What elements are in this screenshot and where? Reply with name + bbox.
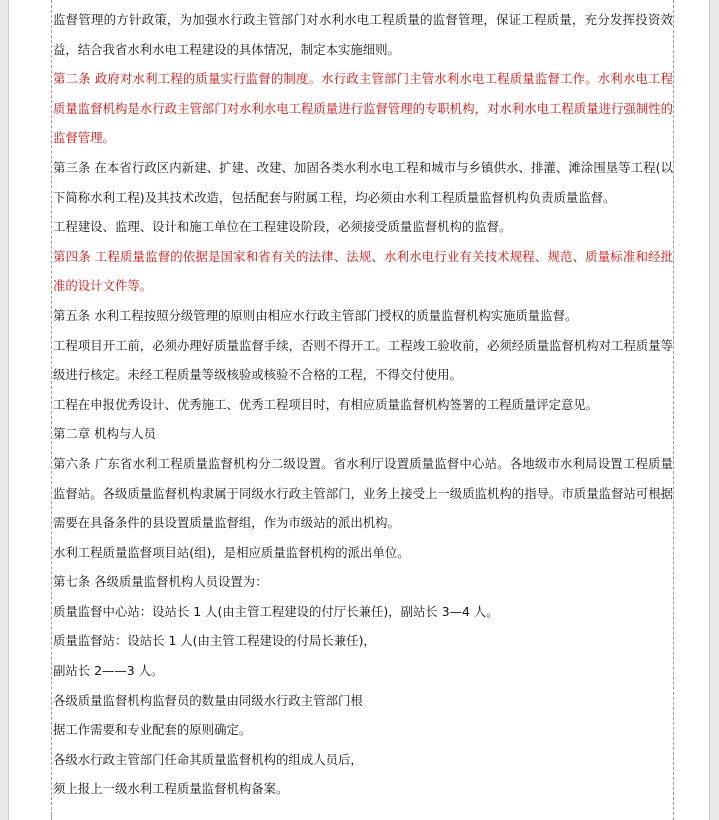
paragraph-article-2: 第二条 政府对水利工程的质量实行监督的制度。水行政主管部门主管水利水电工程质量监督工作。水利水电工程质量监督机构是水行政主管部门对水利水电工程质量进行监督管理的专职机构，对水利水电工程质量进行强制性的监督管理。	[53, 71, 673, 146]
paragraph: 工程建设、监理、设计和施工单位在工程建设阶段，必须接受质量监督机构的监督。	[53, 219, 512, 235]
paragraph: 各级质量监督机构监督员的数量由同级水行政主管部门根	[53, 692, 363, 708]
left-margin-guide	[51, 0, 52, 820]
paragraph: 监督管理的方针政策，为加强水行政主管部门对水利水电工程质量的监督管理，保证工程质量，充分发挥投资效益，结合我省水利水电工程建设的具体情况，制定本实施细则。	[53, 12, 673, 57]
paragraph: 质量监督站：设站长 1 人(由主管工程建设的付局长兼任)，	[53, 633, 376, 649]
corner-mark-bottom-left	[41, 814, 52, 820]
right-margin-guide	[673, 0, 674, 820]
paragraph: 须上报上一级水利工程质量监督机构备案。	[53, 781, 289, 797]
paragraph: 质量监督中心站：设站长 1 人(由主管工程建设的付厅长兼任)，副站长 3—4 人。	[53, 603, 499, 619]
paragraph: 据工作需要和专业配套的原则确定。	[53, 722, 252, 738]
paragraph: 工程在申报优秀设计、优秀施工、优秀工程项目时，有相应质量监督机构签署的工程质量评定意见。	[53, 396, 599, 412]
paragraph: 副站长 2——3 人。	[53, 663, 164, 679]
document-page	[8, 0, 710, 820]
paragraph-article-6: 第六条 广东省水利工程质量监督机构分二级设置。省水利厅设置质量监督中心站。各地级市水利局设置工程质量监督站。各级质量监督机构隶属于同级水行政主管部门，业务上接受上一级质监机构的指导。市质量监督站可根据需要在具备条件的县设置质量监督组，作为市级站的派出机构。	[53, 455, 673, 531]
paragraph-article-3: 第三条 在本省行政区内新建、扩建、改建、加固各类水利水电工程和城市与乡镇供水、排灌、滩涂围垦等工程(以下简称水利工程)及其技术改造，包括配套与附属工程，均必须由水利工程质量监督机构负责质量监督。	[53, 159, 673, 205]
paragraph-article-7: 第七条 各级质量监督机构人员设置为：	[53, 574, 268, 590]
paragraph: 各级水行政主管部门任命其质量监督机构的组成人员后，	[53, 751, 363, 767]
paragraph: 工程项目开工前，必须办理好质量监督手续，否则不得开工。工程竣工验收前，必须经质量监督机构对工程质量等级进行核定。未经工程质量等级核验或核验不合格的工程，不得交付使用。	[53, 337, 673, 383]
paragraph-article-5: 第五条 水利工程按照分级管理的原则由相应水行政主管部门授权的质量监督机构实施质量监督。	[53, 307, 578, 323]
paragraph-article-4: 第四条 工程质量监督的依据是国家和省有关的法律、法规、水利水电行业有关技术规程、规范、质量标准和经批准的设计文件等。	[53, 248, 673, 294]
chapter-heading: 第二章 机构与人员	[53, 426, 157, 442]
paragraph: 水利工程质量监督项目站(组)，是相应质量监督机构的派出单位。	[53, 544, 410, 560]
document-body[interactable]	[53, 5, 673, 804]
